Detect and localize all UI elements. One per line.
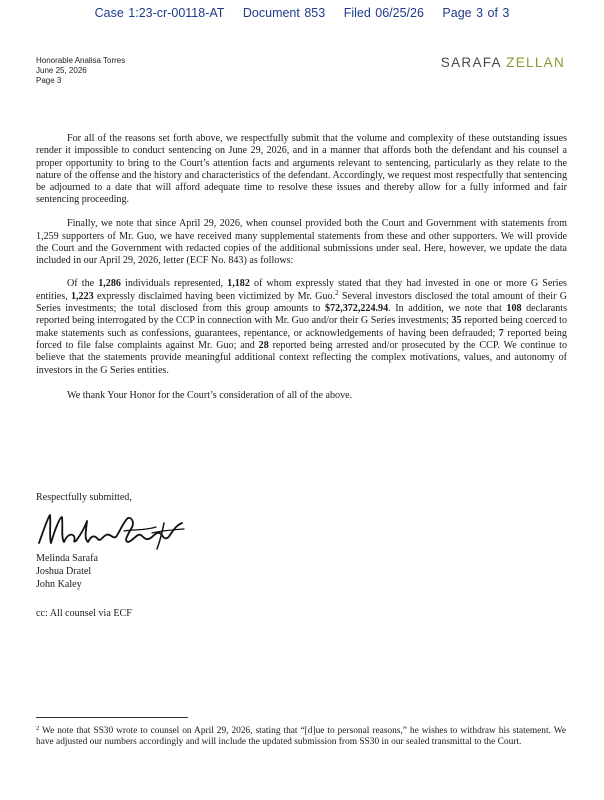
signatory-name: John Kaley [36, 579, 82, 590]
closing-salutation: Respectfully submitted, [36, 492, 132, 503]
recipient-block [36, 56, 125, 86]
signatory-name: Joshua Dratel [36, 566, 92, 577]
paragraph-updated-data: Of the 1,286 individuals represented, 1,182 of whom expressly stated that they had invested in one or more G Series entities, 1,223 expressly disclaimed having been victimized by Mr. Guo.$^2$ Several investors disclosed the total amount of their G Series investments; the total disclosed from this group amounts to $72,372,224.94. In addition, we note that 108 declarants reported being interrogated by the CCP in connection with Mr. Guo and/or their G Series investments; 35 reported being coerced to make statements such as confessions, guarantees, repentance, or acknowledgements of having been defrauded; 7 reported being forced to file false complaints against Mr. Guo; and 28 reported being arrested and/or prosecuted by the CCP. We continue to believe that the statements provide meaningful additional context reflecting the complex motivations, values, and autonomy of investors in the G Series entities. [36, 278, 568, 376]
firm-logo-part1: SARAFA [440, 55, 502, 70]
signatory-name: Melinda Sarafa [36, 553, 98, 564]
cc-line: cc: All counsel via ECF [36, 608, 132, 619]
footnote [36, 726, 566, 749]
count-arrested: 28 [258, 339, 269, 351]
handwritten-signature [36, 509, 186, 551]
footnote-text: We note that SS30 wrote to counsel on April 29, 2026, stating that “[d]ue to personal reasons,” he wishes to withdraw his statement. We have adjusted our numbers accordingly and will include the updated submission from SS30 in our sealed transmittal to the Court. [36, 726, 566, 748]
count-disclaimed: 1,223 [70, 290, 94, 302]
count-investors: 1,182 [227, 278, 250, 290]
document-number: Document 853 [242, 6, 326, 20]
paragraph-thanks: We thank Your Honor for the Court’s consideration of all of the above. [67, 389, 353, 401]
firm-logo-part2: ZELLAN [506, 55, 565, 70]
count-false-complaints: 7 [498, 327, 504, 339]
filed-date: Filed 06/25/26 [343, 6, 424, 20]
paragraph-adjournment-request: For all of the reasons set forth above, we respectfully submit that the volume and complexity of these outstanding issues render it impossible to conduct sentencing on June 29, 2026, and in a manner that affords both the defendant and his counsel a proper opportunity to bring to the Court’s attention facts and arguments relevant to sentencing, particularly as they relate to the nature of the offense and the history and characteristics of the defendant. Accordingly, we request most respectfully that sentencing be adjourned to a date that will afford adequate time to resolve these issues and thereby allow for a fully informed and fair sentencing proceeding. [36, 133, 567, 206]
total-investment-amount: $72,372,224.94 [325, 303, 389, 315]
letter-date: June 25, 2026 [36, 66, 87, 75]
count-coerced: 35 [451, 315, 462, 327]
letter-page: Page 3 [36, 76, 62, 85]
signatory-list [36, 552, 98, 591]
case-number: Case 1:23-cr-00118-AT [94, 6, 225, 20]
ecf-filing-header [0, 6, 604, 20]
count-individuals: 1,286 [98, 278, 121, 290]
footnote-reference: 2 [335, 288, 339, 297]
recipient-name: Honorable Analisa Torres [36, 56, 126, 65]
footnote-number: 2 [36, 725, 40, 732]
paragraph-supporter-statements: Finally, we note that since April 29, 2026, when counsel provided both the Court and Government with statements from 1,259 supporters of Mr. Guo, we have received many supplemental statements from these and other supporters. We will provide the Court and the Government with redacted copies of the additional submissions under seal. Here, however, we update the data included in our April 29, 2026, letter (ECF No. 843) as follows: [36, 218, 567, 267]
letter-body [36, 133, 567, 414]
count-interrogated: 108 [506, 303, 522, 315]
page-count: Page 3 of 3 [442, 6, 510, 20]
footnote-divider [36, 717, 188, 718]
firm-logo [441, 55, 565, 70]
